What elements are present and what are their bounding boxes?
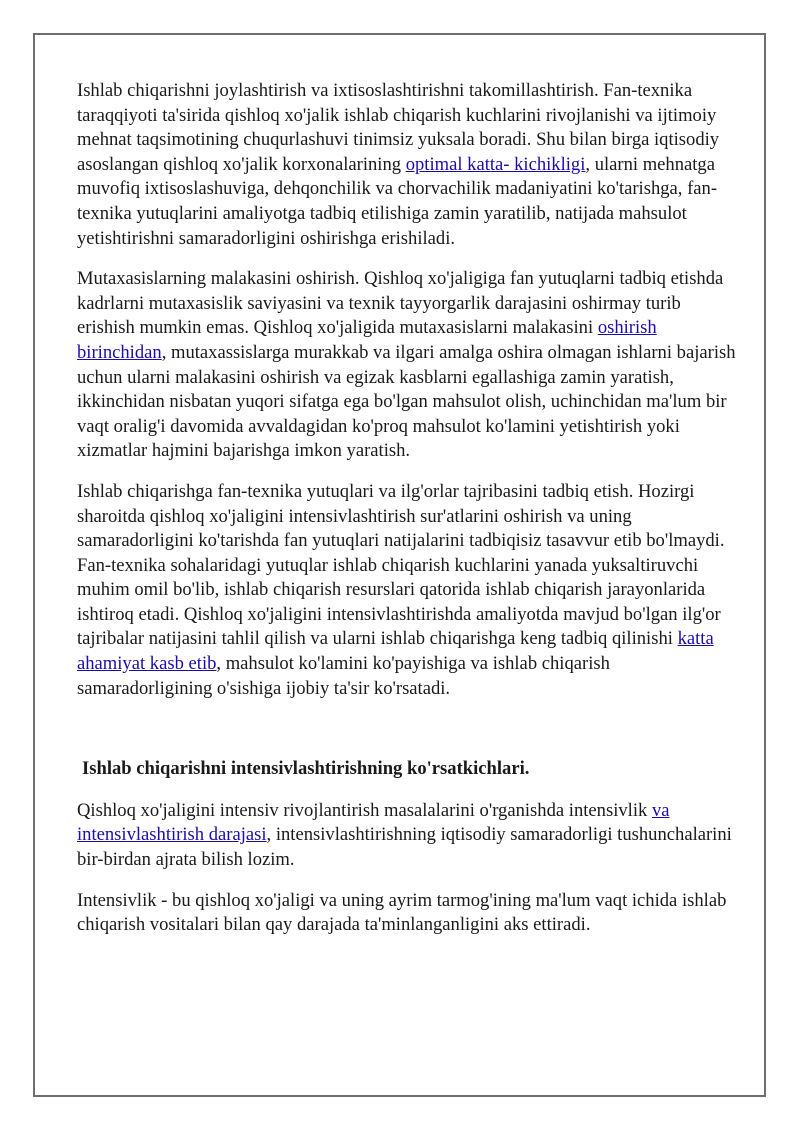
- paragraph-3-text-end: , mahsulot ko'lamini ko'payishiga va ishlab chiqarish samaradorligining o'sishiga ijobiy ta'sir ko'rsatadi.: [77, 653, 610, 699]
- paragraph-4-text-end: , intensivlashtirishning iqtisodiy samaradorligi tushunchalarini bir-birdan ajrata bilish lozim.: [77, 824, 732, 871]
- paragraph-4-text-start: Qishloq xo'jaligini intensiv rivojlantirish masalalarini o'rganishda intensivlik: [77, 799, 652, 821]
- link-oshirish-birinchidan[interactable]: oshirish birinchidan: [77, 317, 657, 363]
- paragraph-3-text-start: Ishlab chiqarishga fan-texnika yutuqlari va ilg'orlar tajribasini tadbiq etish. Hozirgi sharoitda qishloq xo'jaligini intensivlashtirish sur'atlarini oshirish va uning samaradorligini ko'tarishda fan yutuqlari natijalarini tadbiqisiz tasavvur etib bo'lmaydi. Fan-texnika sohalaridagi yutuqlar ishlab chiqarish kuchlarini yanada yuksaltiruvchi muhim omil bo'lib, ishlab chiqarish resurslari qatorida ishlab chiqarish jarayonlarida ishtiroq etadi. Qishloq xo'jaligini intensivlashtirishda amaliyotda mavjud bo'lgan ilg'or tajribalar natijasini tahlil qilish va ularni ishlab chiqarishga keng tadbiq qilinishi: [77, 480, 725, 650]
- paragraph-2: [77, 267, 737, 464]
- link-intensivlashtirish-darajasi[interactable]: va intensivlashtirish darajasi: [77, 799, 670, 846]
- paragraph-1: [77, 79, 737, 251]
- paragraph-1-text-end: , ularni mehnatga muvofiq ixtisoslashuviga, dehqonchilik va chorvachilik madaniyatini ko'tarishga, fan-texnika yutuqlarini amaliyotga tadbiq etilishiga zamin yaratilib, natijada mahsulot yetishtirishni samaradorligini oshirishga erishiladi.: [77, 153, 718, 249]
- section-heading: Ishlab chiqarishni intensivlashtirishning ko'rsatkichlari.: [82, 758, 530, 780]
- link-optimal-katta-kichikligi[interactable]: optimal katta- kichikligi: [405, 153, 586, 175]
- blank-line: [77, 701, 737, 757]
- paragraph-3: [77, 480, 737, 701]
- paragraph-2-text-end: , mutaxassislarga murakkab va ilgari amalga oshira olmagan ishlarni bajarish uchun ularni malakasini oshirish va egizak kasblarni egallashiga zamin yaratish, ikkinchidan nisbatan yuqori sifatga ega bo'lgan mahsulot olish, uchinchidan ma'lum bir vaqt oralig'i davomida avvaldagidan ko'proq mahsulot ko'lamini yetishtirish yoki xizmatlar hajmini bajarishga imkon yaratish.: [77, 341, 736, 462]
- paragraph-2-text-start: Mutaxasislarning malakasini oshirish. Qishloq xo'jaligiga fan yutuqlarni tadbiq etishda kadrlarni mutaxasislik saviyasini va texnik tayyorgarlik darajasini oshirmay turib erishish mumkin emas. Qishloq xo'jaligida mutaxasislarni malakasini: [77, 268, 724, 339]
- paragraph-1-text-start: Ishlab chiqarishni joylashtirish va ixtisoslashtirishni takomillashtirish. Fan-texnika taraqqiyoti ta'sirida qishloq xo'jalik ishlab chiqarish kuchlarini rivojlanishi va ijtimoiy mehnat taqsimotining chuqurlashuvi tinimsiz yuksala boradi. Shu bilan birga iqtisodiy asoslangan qishloq xo'jalik korxonalarining: [77, 80, 720, 175]
- link-katta-ahamiyat-kasb-etib[interactable]: katta ahamiyat kasb etib: [77, 628, 714, 675]
- paragraph-5: Intensivlik - bu qishloq xo'jaligi va uning ayrim tarmog'ining ma'lum vaqt ichida ishlab chiqarish vositalari bilan qay darajada ta'minlanganligini aks ettiradi.: [77, 889, 727, 936]
- document-body: [77, 79, 737, 954]
- paragraph-4: [77, 799, 737, 873]
